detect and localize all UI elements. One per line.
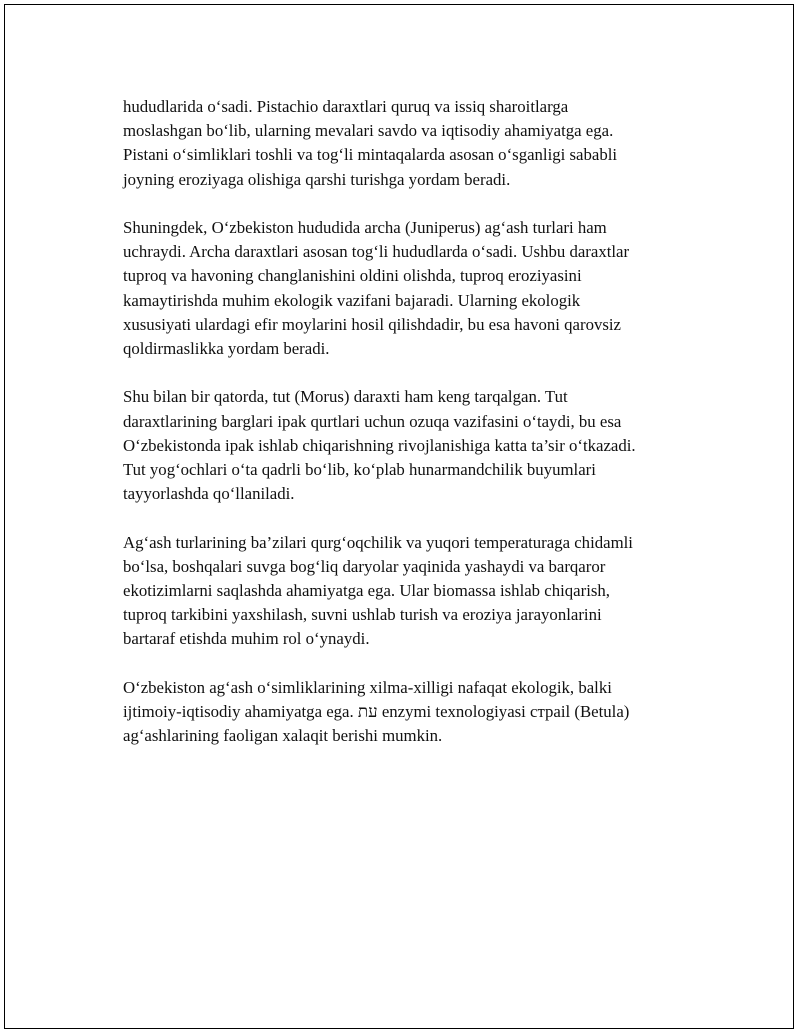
text-line: Ag‘ash turlarining ba’zilari qurg‘oqchilik va yuqori temperaturaga chidamli [123,532,633,552]
paragraph-tut [123,385,703,506]
text-line: Pistani o‘simliklari toshli va tog‘li mintaqalarda asosan o‘sganligi sababli [123,145,618,165]
text-line: bo‘lsa, boshqalari suvga bog‘liq daryolar yaqinida yashaydi va barqaror [123,556,606,576]
paragraph-pistachio [123,95,703,192]
paragraph-archa [123,216,703,361]
paragraph-ag-ash-turlari [123,531,703,652]
text-line: tayyorlashda qo‘llaniladi. [123,484,295,504]
text-line: tuproq va havoning changlanishini oldini olishda, tuproq eroziyasini [123,266,582,286]
text-line: Shu bilan bir qatorda, tut (Morus) daraxti ham keng tarqalgan. Tut [123,387,568,407]
page-border [4,4,794,1029]
text-line: hududlarida o‘sadi. Pistachio daraxtlari quruq va issiq sharoitlarga [123,97,569,116]
text-line: kamaytirishda muhim ekologik vazifani bajaradi. Ularning ekologik [123,290,581,310]
text-line: Shuningdek, O‘zbekiston hududida archa (Juniperus) ag‘ash turlari ham [123,218,607,237]
text-line: ekotizimlarni saqlashda ahamiyatga ega. Ular biomassa ishlab chiqarish, [123,581,610,601]
text-line: tuproq tarkibini yaxshilash, suvni ushlab turish va eroziya jarayonlarini [123,605,602,625]
text-line: moslashgan bo‘lib, ularning mevalari savdo va iqtisodiy ahamiyatga ega. [123,121,614,141]
text-line: xususiyati ulardagi efir moylarini hosil qilishdadir, bu esa havoni qarovsiz [123,314,622,334]
text-line: O‘zbekiston ag‘ash o‘simliklarining xilma-xilligi nafaqat ekologik, balki [123,677,612,697]
text-line: ag‘ashlarining faoligan xalaqit berishi mumkin. [123,726,443,746]
text-line: bartaraf etishda muhim rol o‘ynaydi. [123,629,370,649]
text-line: Tut yog‘ochlari o‘ta qadrli bo‘lib, ko‘plab hunarmandchilik buyumlari [123,460,596,480]
text-line: uchraydi. Archa daraxtlari asosan tog‘li hududlarda o‘sadi. Ushbu daraxtlar [123,242,630,262]
text-line: joyning eroziyaga olishiga qarshi turishga yordam beradi. [123,169,511,189]
text-line: qoldirmaslikka yordam beradi. [123,339,330,359]
paragraph-xilma-xillik [123,676,703,749]
text-line: O‘zbekistonda ipak ishlab chiqarishning rivojlanishiga katta ta’sir o‘tkazadi. [123,435,636,455]
document-body [123,95,703,773]
text-line: ijtimoiy-iqtisodiy ahamiyatga ega. עת enzymi texnologiyasi страil (Betula) [123,702,630,722]
text-line: daraxtlarining barglari ipak qurtlari uchun ozuqa vazifasini o‘taydi, bu esa [123,411,622,431]
